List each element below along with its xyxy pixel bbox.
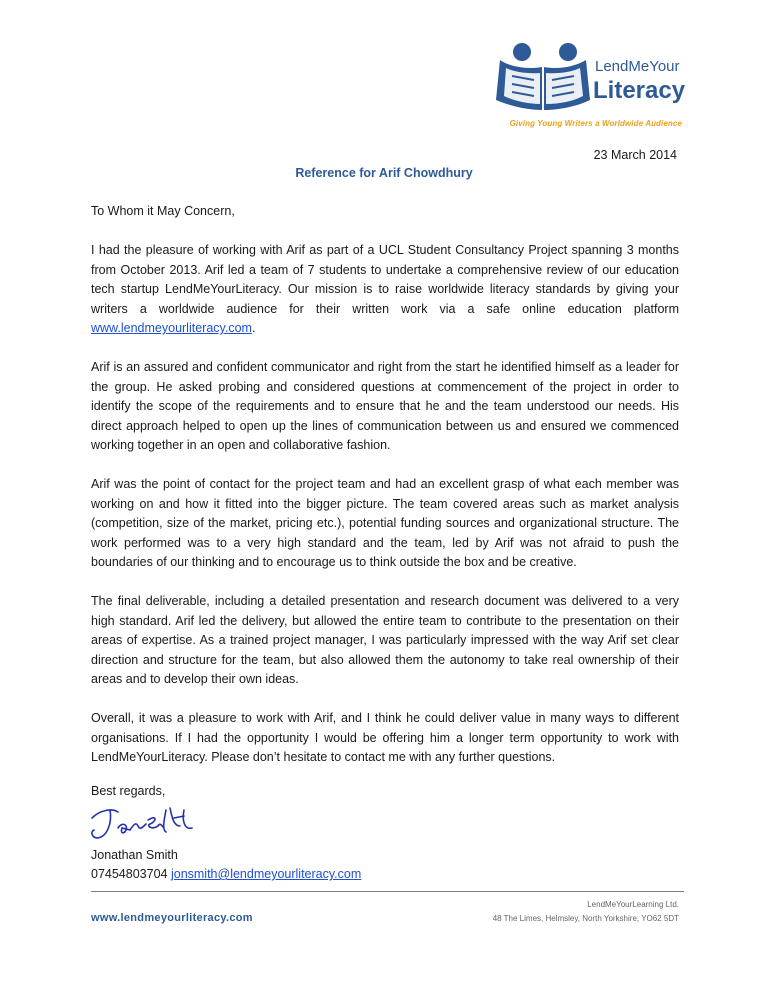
letter-body	[91, 202, 679, 787]
tagline: Giving Young Writers a Worldwide Audience	[509, 119, 682, 128]
paragraph-3: Arif was the point of contact for the project team and had an excellent grasp of what each member was working on and how it fitted into the bigger picture. The team covered areas such as market analysis (competition, size of the market, pricing etc.), potential funding sources and organizational structure. The work performed was to a very high standard and the team, led by Arif was not afraid to push the boundaries of our thinking and to encourage us to think outside the box and be creative.	[91, 477, 679, 569]
letter-title: Reference for Arif Chowdhury	[295, 166, 473, 180]
signer-name: Jonathan Smith	[91, 848, 178, 862]
logo-readers-icon	[496, 43, 590, 110]
signature-image	[88, 800, 198, 846]
paragraph-1-end: .	[251, 321, 256, 335]
signer-contact	[91, 865, 361, 884]
greeting: To Whom it May Concern,	[91, 204, 235, 218]
signoff: Best regards,	[91, 784, 166, 798]
paragraph-1-text: I had the pleasure of working with Arif as part of a UCL Student Consultancy Project spanning 3 months from October 2013. Arif led a team of 7 students to undertake a comprehensive review of our education tech startup LendMeYourLiteracy. Our mission is to raise worldwide literacy standards by giving your writers a worldwide audience for their written work via a safe online education platform	[91, 243, 679, 316]
signer-email-link[interactable]: jonsmith@lendmeyourliteracy.com	[170, 867, 362, 881]
paragraph-4: The final deliverable, including a detailed presentation and research document was delivered to a very high standard. Arif led the delivery, but allowed the entire team to contribute to the presentation on their areas of expertise. As a trained project manager, I was particularly impressed with the way Arif set clear direction and structure for the team, but also allowed them the autonomy to take real ownership of their areas and to develop their own ideas.	[91, 594, 679, 686]
footer-address-block	[493, 898, 679, 926]
logo-text-line2: Literacy	[593, 77, 686, 104]
footer-divider	[91, 891, 684, 892]
footer-company: LendMeYourLearning Ltd.	[587, 900, 679, 909]
paragraph-5: Overall, it was a pleasure to work with Arif, and I think he could deliver value in many ways to different organisations. If I had the opportunity I would be offering him a longer term opportunity to work with LendMeYourLiteracy. Please don’t hesitate to contact me with any further questions.	[91, 711, 679, 764]
paragraph-2: Arif is an assured and confident communicator and right from the start he identified himself as a leader for the group. He asked probing and considered questions at commencement of the project in order to identify the scope of the requirements and to ensure that he and the team understood our needs. His direct approach helped to open up the lines of communication between us and ensured we commenced working together in an open and collaborative fashion.	[91, 360, 679, 452]
footer-website[interactable]: www.lendmeyourliteracy.com	[91, 912, 253, 924]
logo-text-line1: LendMeYour	[595, 58, 680, 75]
paragraph-1	[91, 241, 679, 339]
website-link[interactable]: www.lendmeyourliteracy.com	[91, 321, 252, 335]
lendmeyourliteracy-logo	[488, 40, 688, 118]
footer-address: 48 The Limes, Helmsley, North Yorkshire, YO62 5DT	[492, 914, 679, 923]
signer-block	[91, 846, 361, 884]
letter-date: 23 March 2014	[593, 148, 677, 162]
signer-phone: 07454803704	[91, 867, 168, 881]
